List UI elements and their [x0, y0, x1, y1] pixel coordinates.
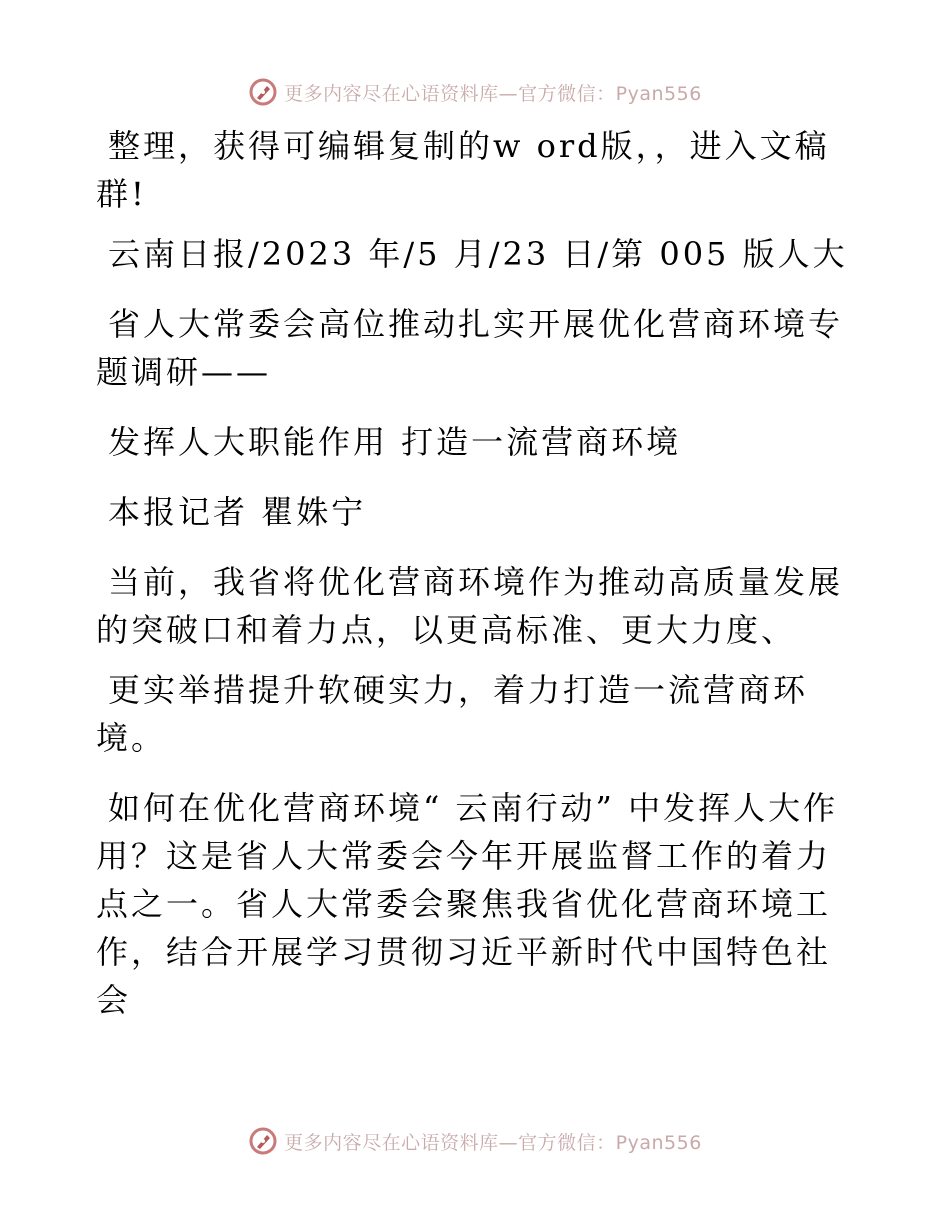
- paragraph-headline: 发挥人大职能作用 打造一流营商环境: [108, 423, 682, 461]
- watermark-header: [0, 72, 950, 112]
- paragraph-body-1: 当前，我省将优化营商环境作为推动高质量发展的突破口和着力点，以更高标准、更大力度、: [96, 563, 844, 649]
- paragraph-headline-kicker: 省人大常委会高位推动扎实开展优化营商环境专题调研——: [96, 305, 844, 391]
- paragraph-source: 云南日报/2023 年/5 月/23 日/第 005 版人大: [108, 235, 848, 273]
- paragraph-body-3: 如何在优化营商环境“ 云南行动” 中发挥人大作用？这是省人大常委会今年开展监督工作的着力点之一。省人大常委会聚焦我省优化营商环境工作，结合开展学习贯彻习近平新时代中国特色社会: [96, 789, 839, 1019]
- paragraph-intro: 整理，获得可编辑复制的w ord版，，进入文稿群!: [96, 127, 830, 213]
- watermark-text: 更多内容尽在心语资料库—官方微信：Pyan556: [284, 82, 702, 105]
- pen-nib-circle-icon: [248, 77, 278, 107]
- watermark-footer: [0, 1121, 950, 1161]
- paragraph-byline: 本报记者 瞿姝宁: [108, 493, 367, 531]
- document-body: [96, 122, 856, 1046]
- pen-nib-circle-icon: [248, 1126, 278, 1156]
- watermark-text: 更多内容尽在心语资料库—官方微信：Pyan556: [284, 1131, 702, 1154]
- paragraph-body-2: 更实举措提升软硬实力，着力打造一流营商环境。: [96, 671, 809, 757]
